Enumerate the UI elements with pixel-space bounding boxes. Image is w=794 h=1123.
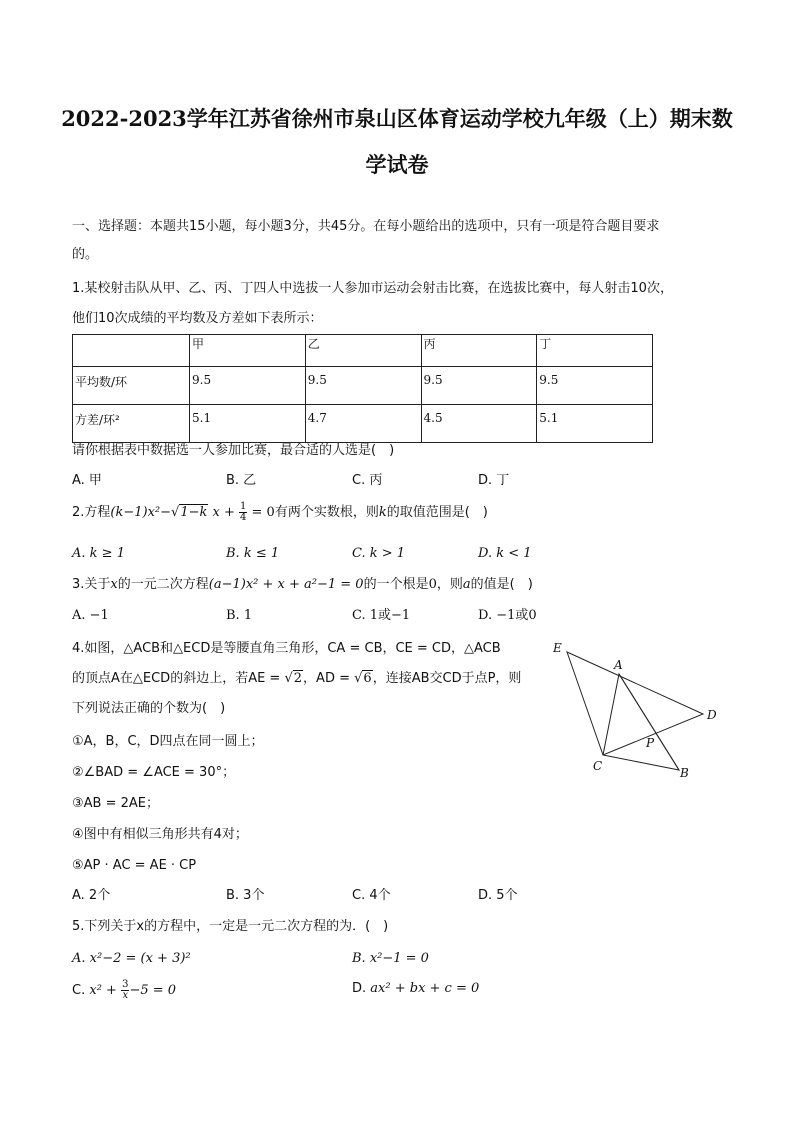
figure-label-a: A bbox=[614, 658, 623, 672]
table-cell: 5.1 bbox=[537, 405, 653, 443]
table-header-row bbox=[73, 335, 653, 367]
table-header-cell: 乙 bbox=[305, 335, 421, 367]
q3-mid: 的一元二次方程 bbox=[117, 577, 209, 592]
option-label: C. bbox=[72, 983, 86, 998]
q4-geometry-figure bbox=[545, 632, 735, 782]
q3-option-d: D. −1或0 bbox=[478, 608, 537, 623]
q4-part: 的顶点A在△ECD的斜边上，若AE = bbox=[72, 671, 285, 686]
q2-var: k bbox=[378, 505, 387, 520]
triangle-acb bbox=[603, 674, 679, 770]
segment-ab bbox=[619, 674, 679, 770]
q1-text-line2: 他们10次成绩的平均数及方差如下表所示： bbox=[72, 311, 323, 326]
q4-statement: ④图中有相似三角形共有4对； bbox=[72, 827, 248, 842]
table-row bbox=[73, 367, 653, 405]
q4-root: 6 bbox=[363, 671, 372, 686]
table-cell: 9.5 bbox=[305, 367, 421, 405]
q2-equation-part: x + bbox=[212, 505, 235, 520]
q5-equation-part: x² + bbox=[89, 983, 117, 998]
q5-equation-part: ax² + bx + c = 0 bbox=[370, 981, 480, 996]
q4-statement: ⑤AP · AC = AE · CP bbox=[72, 858, 197, 873]
table-cell: 4.7 bbox=[305, 405, 421, 443]
figure-label-c: C bbox=[593, 759, 603, 773]
q4-option-a: A. 2个 bbox=[72, 888, 111, 903]
q1-table bbox=[72, 334, 653, 443]
table-cell: 4.5 bbox=[421, 405, 537, 443]
q4-option-c: C. 4个 bbox=[352, 888, 391, 903]
q3-var-x: x bbox=[110, 577, 118, 592]
table-cell: 平均数/环 bbox=[73, 367, 190, 405]
q1-text-line1: 1.某校射击队从甲、乙、丙、丁四人中选拔一人参加市运动会射击比赛，在选拔比赛中，每人射击10次， bbox=[72, 281, 673, 296]
fraction-numerator: 3 bbox=[122, 979, 129, 990]
table-header-cell: 丙 bbox=[421, 335, 537, 367]
table-cell: 方差/环² bbox=[73, 405, 190, 443]
q3-equation: (a−1)x² + x + a²−1 = 0 bbox=[208, 577, 364, 592]
q5-equation-part: −5 = 0 bbox=[129, 983, 177, 998]
table-cell: 5.1 bbox=[190, 405, 306, 443]
q3-option-a: A. −1 bbox=[72, 608, 109, 623]
q4-part: ，AD = bbox=[303, 671, 355, 686]
q5-option-b: B. x²−1 = 0 bbox=[352, 951, 429, 966]
q4-text-line1: 4.如图，△ACB和△ECD是等腰直角三角形，CA = CB，CE = CD，△ACB bbox=[72, 641, 501, 656]
q3-mid: 的一个根是 bbox=[363, 577, 429, 592]
q2-option-a: A. k ≥ 1 bbox=[72, 546, 125, 561]
table-header-cell bbox=[73, 335, 190, 367]
fraction-denominator: 4 bbox=[240, 512, 247, 523]
q4-part: ，连接AB交CD于点P，则 bbox=[372, 671, 522, 686]
q1-option-d: D. 丁 bbox=[478, 473, 510, 488]
q4-option-b: B. 3个 bbox=[226, 888, 265, 903]
q3-var-a: a bbox=[462, 577, 471, 592]
q2-root: 1−k bbox=[180, 505, 208, 520]
q2-equation-part: (k−1)x²− bbox=[110, 505, 172, 520]
figure-label-b: B bbox=[680, 766, 689, 780]
q3-prefix: 3.关于 bbox=[72, 577, 111, 592]
q2-option-c: C. k > 1 bbox=[352, 546, 406, 561]
q2-option-b: B. k ≤ 1 bbox=[226, 546, 280, 561]
q2-option-d: D. k < 1 bbox=[478, 546, 532, 561]
q5-option-c bbox=[72, 980, 176, 1001]
q4-statement: ③AB = 2AE； bbox=[72, 796, 160, 811]
q1-text-line3: 请你根据表中数据选一人参加比赛，最合适的人选是( ) bbox=[72, 443, 395, 458]
fraction-numerator: 1 bbox=[240, 501, 247, 512]
option-label: D. bbox=[352, 981, 367, 996]
q3-option-c: C. 1或−1 bbox=[352, 608, 411, 623]
sqrt-icon: √ bbox=[354, 671, 363, 686]
q2-mid: 有两个实数根，则 bbox=[274, 505, 379, 520]
page-title: 2022-2023学年江苏省徐州市泉山区体育运动学校九年级（上）期末数学试卷 bbox=[61, 106, 733, 177]
q2-fraction bbox=[239, 502, 247, 523]
table-cell: 9.5 bbox=[421, 367, 537, 405]
q4-root: 2 bbox=[293, 671, 303, 686]
q2-text bbox=[72, 502, 488, 523]
table-header-cell: 丁 bbox=[537, 335, 653, 367]
q3-mid: ，则 bbox=[436, 577, 463, 592]
q3-text bbox=[72, 576, 533, 594]
q5-option-d bbox=[352, 980, 479, 998]
q4-statement: ②∠BAD = ∠ACE = 30°； bbox=[72, 765, 236, 780]
q2-equation-part: = 0 bbox=[251, 505, 275, 520]
figure-label-d: D bbox=[707, 708, 717, 722]
table-cell: 9.5 bbox=[190, 367, 306, 405]
triangle-ecd bbox=[567, 652, 703, 755]
table-row bbox=[73, 405, 653, 443]
figure-label-e: E bbox=[553, 641, 562, 655]
figure-label-p: P bbox=[646, 736, 655, 750]
section-header: 一、选择题：本题共15小题，每小题3分，共45分。在每小题给出的选项中，只有一项是符合题目要求 bbox=[72, 219, 660, 234]
q2-suffix: 的取值范围是( ) bbox=[386, 505, 488, 520]
q3-zero: 0 bbox=[428, 577, 437, 592]
q5-text: 5.下列关于x的方程中，一定是一元二次方程的为．( ) bbox=[72, 919, 389, 934]
section-header-cont: 的。 bbox=[72, 247, 99, 262]
q4-text-line3: 下列说法正确的个数为( ) bbox=[72, 701, 226, 716]
q2-prefix: 2.方程 bbox=[72, 505, 111, 520]
q1-option-c: C. 丙 bbox=[352, 473, 383, 488]
table-header-cell: 甲 bbox=[190, 335, 306, 367]
fraction-denominator: x bbox=[122, 990, 129, 1001]
q3-option-b: B. 1 bbox=[226, 608, 253, 623]
q1-option-a: A. 甲 bbox=[72, 473, 102, 488]
q4-statement: ①A，B，C，D四点在同一圆上； bbox=[72, 734, 264, 749]
q5-option-a: A. x²−2 = (x + 3)² bbox=[72, 951, 191, 966]
q1-option-b: B. 乙 bbox=[226, 473, 257, 488]
sqrt-icon: √ bbox=[284, 671, 293, 686]
q4-option-d: D. 5个 bbox=[478, 888, 518, 903]
table-cell: 9.5 bbox=[537, 367, 653, 405]
q3-suffix: 的值是( ) bbox=[470, 577, 533, 592]
q4-text-line2 bbox=[72, 670, 521, 688]
sqrt-icon: √ bbox=[171, 505, 180, 520]
